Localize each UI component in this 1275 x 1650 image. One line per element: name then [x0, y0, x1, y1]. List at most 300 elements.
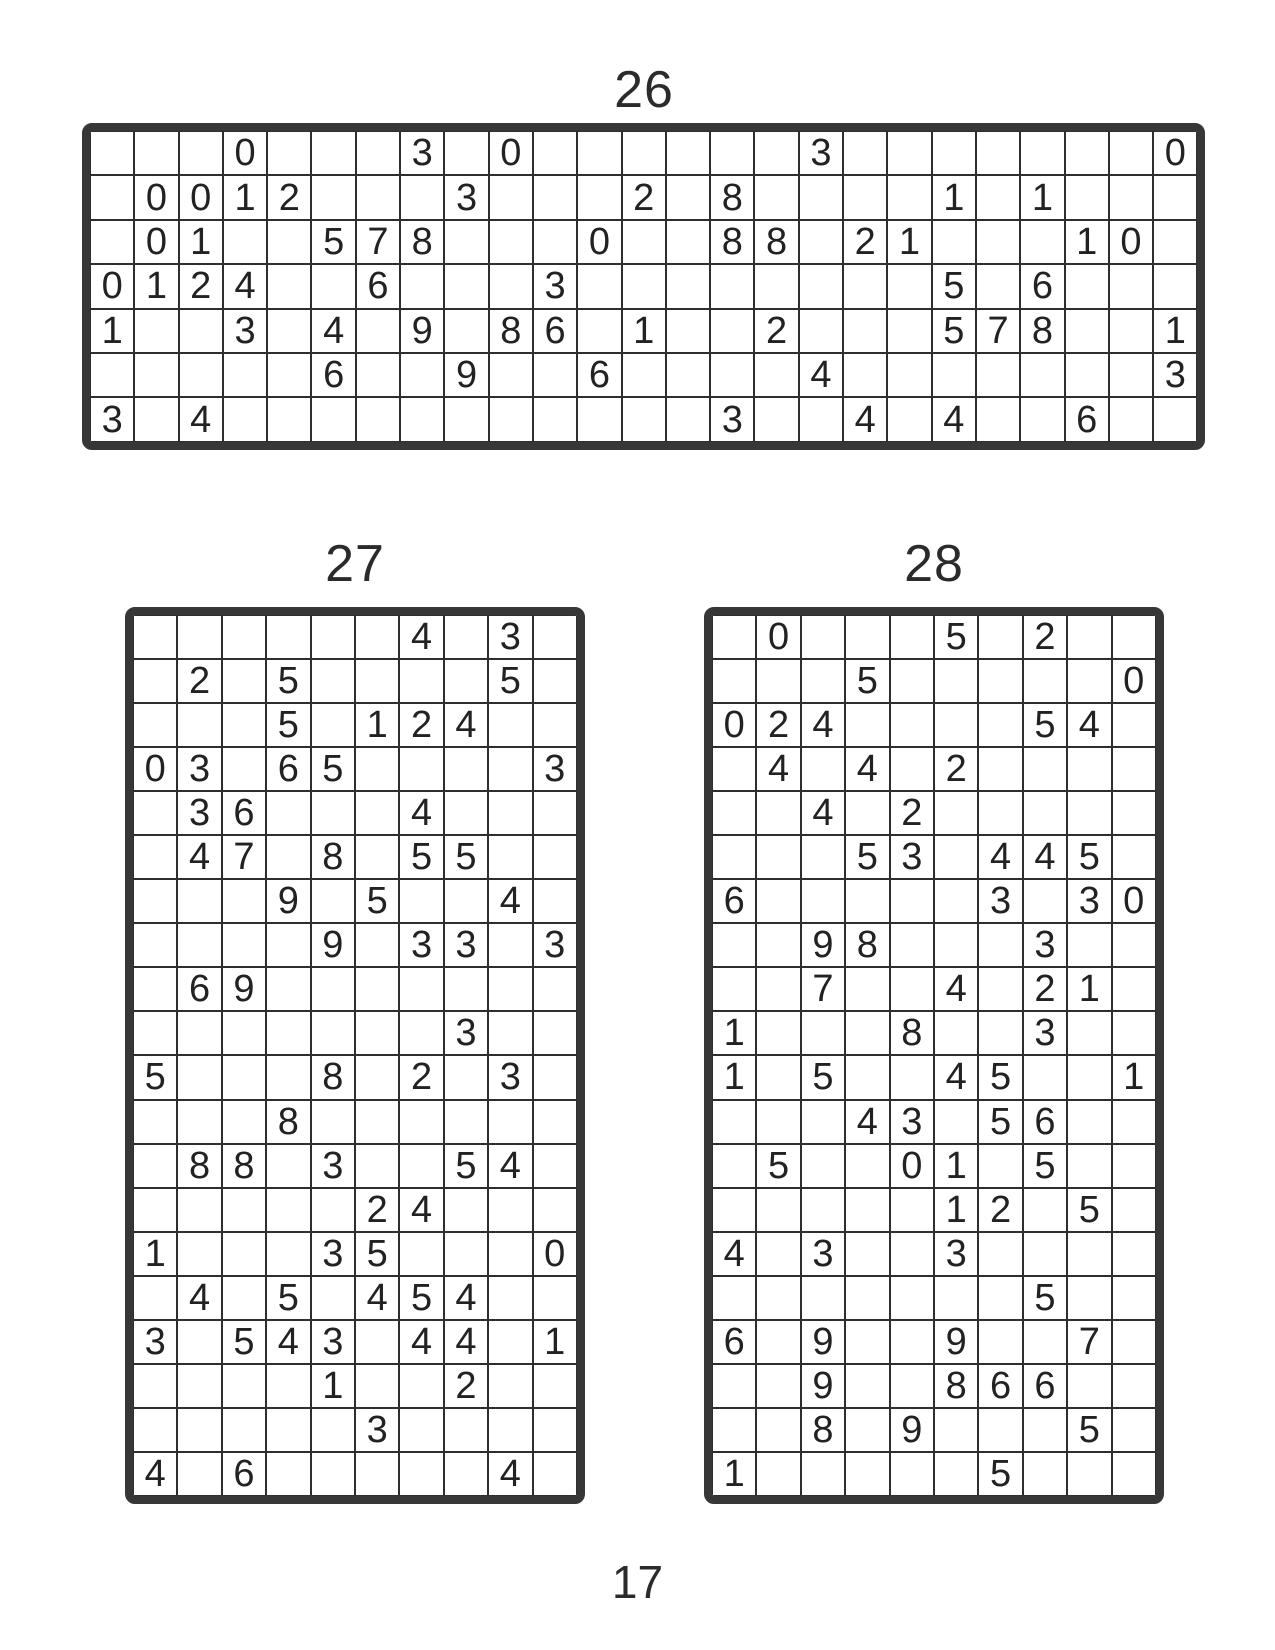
- grid-cell-r14c1: [133, 1188, 177, 1232]
- grid-cell-r10c5: [311, 1011, 355, 1055]
- grid-cell-r7c9: 3: [1067, 879, 1111, 923]
- grid-cell-r5c13: 1: [622, 309, 666, 353]
- grid-cell-r17c10: 1: [533, 1320, 577, 1364]
- grid-cell-r17c5: [890, 1320, 934, 1364]
- grid-cell-r1c7: [978, 615, 1022, 659]
- grid-cell-r5c19: [887, 309, 931, 353]
- grid-cell-r14c1: [712, 1188, 756, 1232]
- grid-cell-r15c5: [890, 1232, 934, 1276]
- grid-cell-r1c9: [444, 131, 488, 175]
- grid-cell-r10c10: [533, 1011, 577, 1055]
- grid-cell-r16c5: [890, 1276, 934, 1320]
- grid-cell-r4c17: [799, 264, 843, 308]
- grid-cell-r6c8: 5: [444, 835, 488, 879]
- grid-cell-r6c13: [622, 353, 666, 397]
- grid-cell-r16c8: 4: [444, 1276, 488, 1320]
- grid-cell-r1c10: [1112, 615, 1156, 659]
- grid-cell-r1c1: [90, 131, 134, 175]
- grid-cell-r3c2: 0: [134, 220, 178, 264]
- grid-cell-r5c5: [267, 309, 311, 353]
- grid-cell-r1c16: [754, 131, 798, 175]
- grid-cell-r19c4: [266, 1408, 310, 1452]
- grid-cell-r6c6: [934, 835, 978, 879]
- grid-cell-r1c4: [266, 615, 310, 659]
- grid-cell-r3c5: [890, 703, 934, 747]
- grid-cell-r1c21: [976, 131, 1020, 175]
- grid-cell-r3c23: 1: [1065, 220, 1109, 264]
- grid-cell-r11c8: [1023, 1055, 1067, 1099]
- grid-cell-r19c9: 5: [1067, 1408, 1111, 1452]
- grid-cell-r5c16: 2: [754, 309, 798, 353]
- grid-cell-r18c1: [133, 1364, 177, 1408]
- grid-cell-r2c3: [222, 659, 266, 703]
- grid-cell-r5c10: 8: [489, 309, 533, 353]
- grid-cell-r6c9: 9: [444, 353, 488, 397]
- grid-cell-r6c4: 5: [845, 835, 889, 879]
- grid-cell-r15c3: 3: [801, 1232, 845, 1276]
- grid-cell-r8c6: [355, 923, 399, 967]
- grid-cell-r4c6: [311, 264, 355, 308]
- grid-cell-r3c1: 0: [712, 703, 756, 747]
- grid-cell-r18c7: [399, 1364, 443, 1408]
- grid-cell-r20c3: 6: [222, 1452, 266, 1496]
- grid-cell-r4c5: [267, 264, 311, 308]
- grid-cell-r6c19: [887, 353, 931, 397]
- grid-cell-r4c8: [444, 747, 488, 791]
- grid-cell-r12c2: [177, 1100, 221, 1144]
- grid-cell-r6c4: [223, 353, 267, 397]
- grid-cell-r20c10: [533, 1452, 577, 1496]
- grid-cell-r7c3: [222, 879, 266, 923]
- grid-cell-r3c10: [533, 703, 577, 747]
- grid-cell-r7c10: [533, 879, 577, 923]
- grid-cell-r15c4: [845, 1232, 889, 1276]
- grid-cell-r3c21: [976, 220, 1020, 264]
- grid-cell-r2c23: [1065, 175, 1109, 219]
- grid-cell-r3c22: [1020, 220, 1064, 264]
- grid-cell-r18c6: 8: [934, 1364, 978, 1408]
- grid-cell-r15c9: [488, 1232, 532, 1276]
- grid-cell-r10c3: [222, 1011, 266, 1055]
- grid-cell-r8c1: [133, 923, 177, 967]
- grid-cell-r10c8: 3: [1023, 1011, 1067, 1055]
- grid-cell-r1c7: [356, 131, 400, 175]
- grid-cell-r9c4: [845, 967, 889, 1011]
- grid-cell-r3c11: [533, 220, 577, 264]
- grid-cell-r2c2: 2: [177, 659, 221, 703]
- grid-cell-r16c8: 5: [1023, 1276, 1067, 1320]
- grid-cell-r7c12: [577, 397, 621, 441]
- grid-cell-r1c15: [710, 131, 754, 175]
- grid-cell-r3c8: 5: [1023, 703, 1067, 747]
- grid-cell-r2c10: 0: [1112, 659, 1156, 703]
- grid-cell-r17c2: [756, 1320, 800, 1364]
- grid-cell-r10c1: [133, 1011, 177, 1055]
- grid-cell-r2c5: [311, 659, 355, 703]
- grid-cell-r7c24: [1109, 397, 1153, 441]
- grid-cell-r12c8: [444, 1100, 488, 1144]
- grid-cell-r17c9: 7: [1067, 1320, 1111, 1364]
- grid-cell-r16c1: [712, 1276, 756, 1320]
- grid-cell-r2c4: 5: [266, 659, 310, 703]
- grid-cell-r4c19: [887, 264, 931, 308]
- grid-cell-r15c7: [399, 1232, 443, 1276]
- grid-cell-r3c9: [488, 703, 532, 747]
- grid-cell-r5c15: [710, 309, 754, 353]
- grid-cell-r2c8: [400, 175, 444, 219]
- grid-cell-r8c2: [177, 923, 221, 967]
- grid-cell-r10c2: [177, 1011, 221, 1055]
- grid-cell-r2c5: [890, 659, 934, 703]
- grid-cell-r1c9: [1067, 615, 1111, 659]
- grid-cell-r3c9: 4: [1067, 703, 1111, 747]
- grid-cell-r1c6: 5: [934, 615, 978, 659]
- grid-cell-r6c22: [1020, 353, 1064, 397]
- grid-cell-r17c3: 5: [222, 1320, 266, 1364]
- grid-cell-r3c7: [978, 703, 1022, 747]
- grid-cell-r4c1: 0: [90, 264, 134, 308]
- grid-cell-r2c22: 1: [1020, 175, 1064, 219]
- grid-cell-r7c5: [267, 397, 311, 441]
- grid-cell-r20c9: 4: [488, 1452, 532, 1496]
- grid-cell-r13c4: [845, 1144, 889, 1188]
- grid-cell-r5c4: 3: [223, 309, 267, 353]
- grid-cell-r1c14: [666, 131, 710, 175]
- grid-cell-r6c7: 5: [399, 835, 443, 879]
- grid-cell-r1c5: [267, 131, 311, 175]
- grid-cell-r19c8: [1023, 1408, 1067, 1452]
- grid-cell-r3c2: 2: [756, 703, 800, 747]
- grid-cell-r4c12: [577, 264, 621, 308]
- grid-cell-r3c8: 4: [444, 703, 488, 747]
- grid-cell-r5c5: 2: [890, 791, 934, 835]
- grid-cell-r9c10: [1112, 967, 1156, 1011]
- grid-cell-r7c2: [134, 397, 178, 441]
- grid-cell-r17c3: 9: [801, 1320, 845, 1364]
- grid-cell-r10c7: [978, 1011, 1022, 1055]
- grid-cell-r19c6: 3: [355, 1408, 399, 1452]
- grid-cell-r8c1: [712, 923, 756, 967]
- grid-cell-r14c4: [845, 1188, 889, 1232]
- grid-cell-r15c10: 0: [533, 1232, 577, 1276]
- grid-cell-r12c5: [311, 1100, 355, 1144]
- grid-cell-r11c10: [533, 1055, 577, 1099]
- grid-cell-r20c2: [756, 1452, 800, 1496]
- grid-cell-r1c3: [179, 131, 223, 175]
- grid-cell-r19c5: 9: [890, 1408, 934, 1452]
- grid-cell-r7c16: [754, 397, 798, 441]
- grid-cell-r6c10: [489, 353, 533, 397]
- grid-cell-r14c3: [801, 1188, 845, 1232]
- grid-cell-r3c25: [1153, 220, 1197, 264]
- grid-cell-r6c5: 3: [890, 835, 934, 879]
- grid-cell-r18c3: [222, 1364, 266, 1408]
- grid-cell-r19c4: [845, 1408, 889, 1452]
- grid-cell-r4c5: [890, 747, 934, 791]
- grid-cell-r8c4: [266, 923, 310, 967]
- grid-cell-r4c2: 4: [756, 747, 800, 791]
- grid-cell-r18c4: [266, 1364, 310, 1408]
- grid-cell-r5c1: [712, 791, 756, 835]
- puzzle-27-grid: [125, 607, 585, 1504]
- grid-cell-r18c1: [712, 1364, 756, 1408]
- grid-cell-r9c1: [133, 967, 177, 1011]
- grid-cell-r2c7: [978, 659, 1022, 703]
- grid-cell-r1c3: [801, 615, 845, 659]
- grid-cell-r1c8: [444, 615, 488, 659]
- grid-cell-r6c11: [533, 353, 577, 397]
- grid-cell-r17c5: 3: [311, 1320, 355, 1364]
- grid-cell-r12c1: [712, 1100, 756, 1144]
- grid-cell-r6c6: [355, 835, 399, 879]
- grid-cell-r1c25: 0: [1153, 131, 1197, 175]
- grid-cell-r8c8: 3: [1023, 923, 1067, 967]
- grid-cell-r7c10: 0: [1112, 879, 1156, 923]
- grid-cell-r2c2: [756, 659, 800, 703]
- grid-cell-r6c7: [356, 353, 400, 397]
- grid-cell-r18c8: 2: [444, 1364, 488, 1408]
- grid-cell-r20c10: [1112, 1452, 1156, 1496]
- grid-cell-r4c8: [1023, 747, 1067, 791]
- grid-cell-r12c6: [355, 1100, 399, 1144]
- grid-cell-r5c5: [311, 791, 355, 835]
- grid-cell-r6c6: 6: [311, 353, 355, 397]
- grid-cell-r8c10: 3: [533, 923, 577, 967]
- grid-cell-r5c4: [845, 791, 889, 835]
- grid-cell-r7c14: [666, 397, 710, 441]
- grid-cell-r17c4: 4: [266, 1320, 310, 1364]
- grid-cell-r11c3: [222, 1055, 266, 1099]
- grid-cell-r2c16: [754, 175, 798, 219]
- grid-cell-r6c15: [710, 353, 754, 397]
- grid-cell-r15c10: [1112, 1232, 1156, 1276]
- grid-cell-r4c21: [976, 264, 1020, 308]
- grid-cell-r20c2: [177, 1452, 221, 1496]
- grid-cell-r18c5: 1: [311, 1364, 355, 1408]
- grid-cell-r2c10: [489, 175, 533, 219]
- grid-cell-r6c9: 5: [1067, 835, 1111, 879]
- grid-cell-r11c9: [1067, 1055, 1111, 1099]
- grid-cell-r3c18: 2: [843, 220, 887, 264]
- grid-cell-r4c7: 6: [356, 264, 400, 308]
- grid-cell-r15c8: [1023, 1232, 1067, 1276]
- grid-cell-r12c4: 4: [845, 1100, 889, 1144]
- grid-cell-r5c8: [444, 791, 488, 835]
- grid-cell-r20c7: 5: [978, 1452, 1022, 1496]
- grid-cell-r3c6: [934, 703, 978, 747]
- grid-cell-r9c5: [890, 967, 934, 1011]
- grid-cell-r4c5: 5: [311, 747, 355, 791]
- grid-cell-r7c4: [223, 397, 267, 441]
- grid-cell-r5c11: 6: [533, 309, 577, 353]
- grid-cell-r6c9: [488, 835, 532, 879]
- grid-cell-r6c21: [976, 353, 1020, 397]
- grid-cell-r3c17: [799, 220, 843, 264]
- grid-cell-r3c1: [90, 220, 134, 264]
- grid-cell-r5c6: [355, 791, 399, 835]
- grid-cell-r6c1: [133, 835, 177, 879]
- grid-cell-r16c9: [1067, 1276, 1111, 1320]
- grid-cell-r15c8: [444, 1232, 488, 1276]
- grid-cell-r7c25: [1153, 397, 1197, 441]
- grid-cell-r14c5: [890, 1188, 934, 1232]
- grid-cell-r7c22: [1020, 397, 1064, 441]
- grid-cell-r4c23: [1065, 264, 1109, 308]
- grid-cell-r7c5: [890, 879, 934, 923]
- grid-cell-r10c3: [801, 1011, 845, 1055]
- grid-cell-r5c3: [179, 309, 223, 353]
- grid-cell-r5c18: [843, 309, 887, 353]
- grid-cell-r5c14: [666, 309, 710, 353]
- grid-cell-r10c6: [355, 1011, 399, 1055]
- grid-cell-r17c9: [488, 1320, 532, 1364]
- grid-cell-r14c9: 5: [1067, 1188, 1111, 1232]
- puzzle-28-title: 28: [904, 535, 964, 593]
- grid-cell-r9c8: 2: [1023, 967, 1067, 1011]
- grid-cell-r1c17: 3: [799, 131, 843, 175]
- grid-cell-r7c7: 3: [978, 879, 1022, 923]
- grid-cell-r7c5: [311, 879, 355, 923]
- grid-cell-r4c22: 6: [1020, 264, 1064, 308]
- grid-cell-r2c7: [356, 175, 400, 219]
- grid-cell-r2c20: 1: [932, 175, 976, 219]
- grid-cell-r2c18: [843, 175, 887, 219]
- grid-cell-r3c16: 8: [754, 220, 798, 264]
- grid-cell-r13c5: 0: [890, 1144, 934, 1188]
- grid-cell-r18c3: 9: [801, 1364, 845, 1408]
- grid-cell-r4c3: 2: [179, 264, 223, 308]
- grid-cell-r2c21: [976, 175, 1020, 219]
- grid-cell-r13c8: 5: [1023, 1144, 1067, 1188]
- grid-cell-r18c5: [890, 1364, 934, 1408]
- grid-cell-r20c6: [355, 1452, 399, 1496]
- grid-cell-r2c14: [666, 175, 710, 219]
- grid-cell-r6c1: [90, 353, 134, 397]
- grid-cell-r20c6: [934, 1452, 978, 1496]
- grid-cell-r15c1: 1: [133, 1232, 177, 1276]
- grid-cell-r17c1: 3: [133, 1320, 177, 1364]
- grid-cell-r13c3: 8: [222, 1144, 266, 1188]
- grid-cell-r3c4: [845, 703, 889, 747]
- grid-cell-r5c9: [488, 791, 532, 835]
- grid-cell-r8c3: [222, 923, 266, 967]
- grid-cell-r16c2: 4: [177, 1276, 221, 1320]
- grid-cell-r3c4: 5: [266, 703, 310, 747]
- grid-cell-r6c5: [267, 353, 311, 397]
- grid-cell-r2c8: [1023, 659, 1067, 703]
- grid-cell-r7c1: 6: [712, 879, 756, 923]
- puzzle-26-title: 26: [614, 61, 674, 119]
- grid-cell-r4c10: [1112, 747, 1156, 791]
- grid-cell-r7c2: [756, 879, 800, 923]
- grid-cell-r9c1: [712, 967, 756, 1011]
- grid-cell-r11c2: [177, 1055, 221, 1099]
- grid-cell-r7c11: [533, 397, 577, 441]
- grid-cell-r20c4: [845, 1452, 889, 1496]
- grid-cell-r19c10: [533, 1408, 577, 1452]
- grid-cell-r11c6: 4: [934, 1055, 978, 1099]
- grid-cell-r1c1: [133, 615, 177, 659]
- grid-cell-r19c3: [222, 1408, 266, 1452]
- grid-cell-r4c6: 2: [934, 747, 978, 791]
- grid-cell-r1c2: [134, 131, 178, 175]
- grid-cell-r16c9: [488, 1276, 532, 1320]
- grid-cell-r15c2: [756, 1232, 800, 1276]
- grid-cell-r18c9: [1067, 1364, 1111, 1408]
- grid-cell-r4c10: 3: [533, 747, 577, 791]
- grid-cell-r13c10: [1112, 1144, 1156, 1188]
- grid-cell-r6c1: [712, 835, 756, 879]
- grid-cell-r7c15: 3: [710, 397, 754, 441]
- grid-cell-r17c6: [355, 1320, 399, 1364]
- grid-cell-r6c20: [932, 353, 976, 397]
- grid-cell-r7c1: [133, 879, 177, 923]
- grid-cell-r19c1: [133, 1408, 177, 1452]
- grid-cell-r3c10: [489, 220, 533, 264]
- grid-cell-r5c8: 9: [400, 309, 444, 353]
- grid-cell-r13c5: 3: [311, 1144, 355, 1188]
- grid-cell-r17c7: 4: [399, 1320, 443, 1364]
- grid-cell-r5c2: 3: [177, 791, 221, 835]
- grid-cell-r13c2: 5: [756, 1144, 800, 1188]
- grid-cell-r11c4: [845, 1055, 889, 1099]
- grid-cell-r7c18: 4: [843, 397, 887, 441]
- grid-cell-r2c1: [90, 175, 134, 219]
- grid-cell-r5c12: [577, 309, 621, 353]
- grid-cell-r1c6: [355, 615, 399, 659]
- grid-cell-r5c10: [1112, 791, 1156, 835]
- grid-cell-r12c3: [222, 1100, 266, 1144]
- grid-cell-r12c10: [533, 1100, 577, 1144]
- grid-cell-r13c10: [533, 1144, 577, 1188]
- grid-cell-r4c2: 1: [134, 264, 178, 308]
- grid-cell-r10c2: [756, 1011, 800, 1055]
- grid-cell-r7c4: 9: [266, 879, 310, 923]
- grid-cell-r18c2: [177, 1364, 221, 1408]
- grid-cell-r7c23: 6: [1065, 397, 1109, 441]
- grid-cell-r4c13: [622, 264, 666, 308]
- grid-cell-r2c5: 2: [267, 175, 311, 219]
- grid-cell-r6c5: 8: [311, 835, 355, 879]
- grid-cell-r5c24: [1109, 309, 1153, 353]
- grid-cell-r3c19: 1: [887, 220, 931, 264]
- grid-cell-r2c3: 0: [179, 175, 223, 219]
- grid-cell-r11c5: [890, 1055, 934, 1099]
- grid-cell-r14c2: [756, 1188, 800, 1232]
- grid-cell-r5c21: 7: [976, 309, 1020, 353]
- grid-cell-r15c1: 4: [712, 1232, 756, 1276]
- grid-cell-r4c20: 5: [932, 264, 976, 308]
- grid-cell-r7c8: [1023, 879, 1067, 923]
- grid-cell-r5c8: [1023, 791, 1067, 835]
- grid-cell-r14c9: [488, 1188, 532, 1232]
- grid-cell-r3c10: [1112, 703, 1156, 747]
- grid-cell-r4c25: [1153, 264, 1197, 308]
- grid-cell-r9c2: 6: [177, 967, 221, 1011]
- grid-cell-r2c8: [444, 659, 488, 703]
- grid-cell-r6c10: [1112, 835, 1156, 879]
- grid-cell-r1c7: 4: [399, 615, 443, 659]
- grid-cell-r19c5: [311, 1408, 355, 1452]
- grid-cell-r6c4: [266, 835, 310, 879]
- grid-cell-r20c1: 4: [133, 1452, 177, 1496]
- grid-cell-r1c20: [932, 131, 976, 175]
- grid-cell-r12c2: [756, 1100, 800, 1144]
- grid-cell-r2c12: [577, 175, 621, 219]
- grid-cell-r9c9: [488, 967, 532, 1011]
- grid-cell-r2c6: [355, 659, 399, 703]
- grid-cell-r5c10: [533, 791, 577, 835]
